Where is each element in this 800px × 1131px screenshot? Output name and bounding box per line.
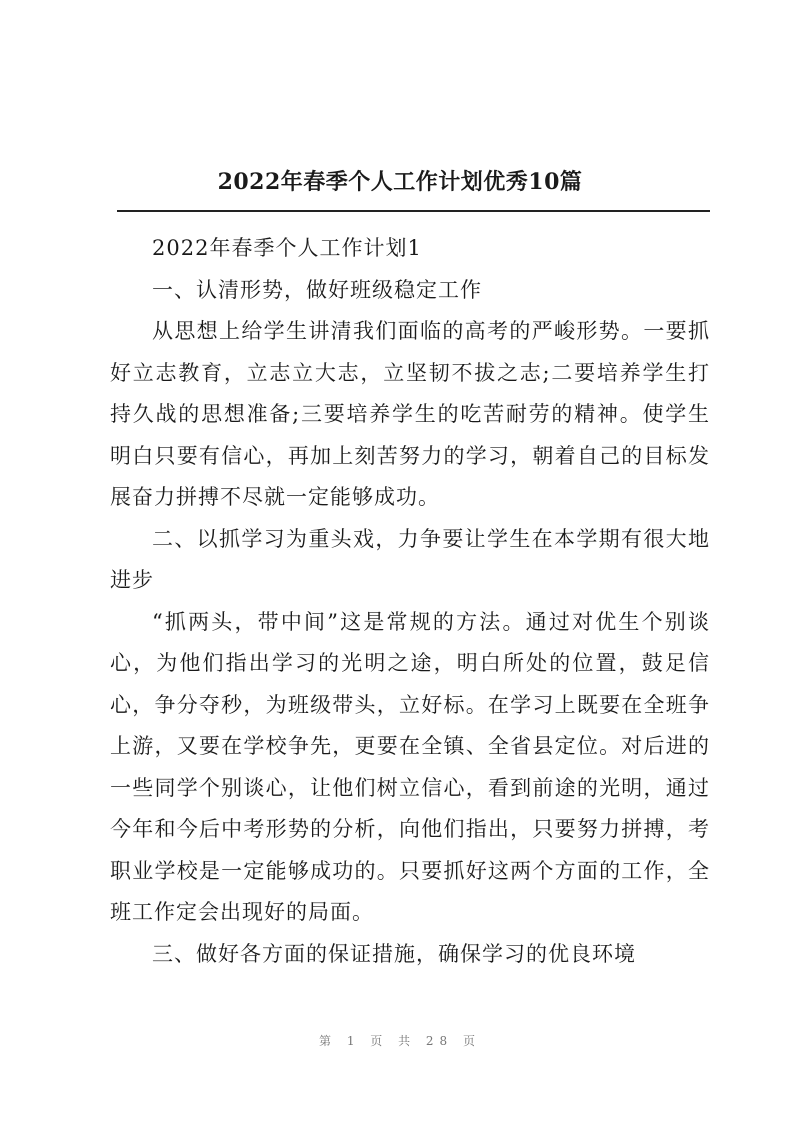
section-heading: 2022年春季个人工作计划1: [152, 236, 422, 260]
body-paragraph: “抓两头，带中间”这是常规的方法。通过对优生个别谈心，为他们指出学习的光明之途，明白所处的位置，鼓足信心，争分夺秒，为班级带头，立好标。在学习上既要在全班争上游，又要在学校争先，更要在全镇、全省县定位。对后进的一些同学个别谈心，让他们树立信心，看到前途的光明，通过今年和今后中考形势的分析，向他们指出，只要努力拼搏，考职业学校是一定能够成功的。只要抓好这两个方面的工作，全班工作定会出现好的局面。: [110, 609, 710, 924]
title-divider: [117, 210, 710, 212]
subsection-heading: 三、做好各方面的保证措施，确保学习的优良环境: [152, 941, 636, 966]
document-title: 2022年春季个人工作计划优秀10篇: [217, 169, 583, 195]
body-paragraph: 从思想上给学生讲清我们面临的高考的严峻形势。一要抓好立志教育，立志立大志，立坚韧不拔之志;二要培养学生打持久战的思想准备;三要培养学生的吃苦耐劳的精神。使学生明白只要有信心，再加上刻苦努力的学习，朝着自己的目标发展奋力拼搏不尽就一定能够成功。: [110, 319, 710, 509]
subsection-heading: 一、认清形势，做好班级稳定工作: [152, 277, 482, 302]
page-number-footer: 第 1 页 共 28 页: [319, 1034, 481, 1048]
subsection-heading: 二、以抓学习为重头戏，力争要让学生在本学期有很大地进步: [110, 526, 710, 592]
document-body: [110, 228, 710, 975]
